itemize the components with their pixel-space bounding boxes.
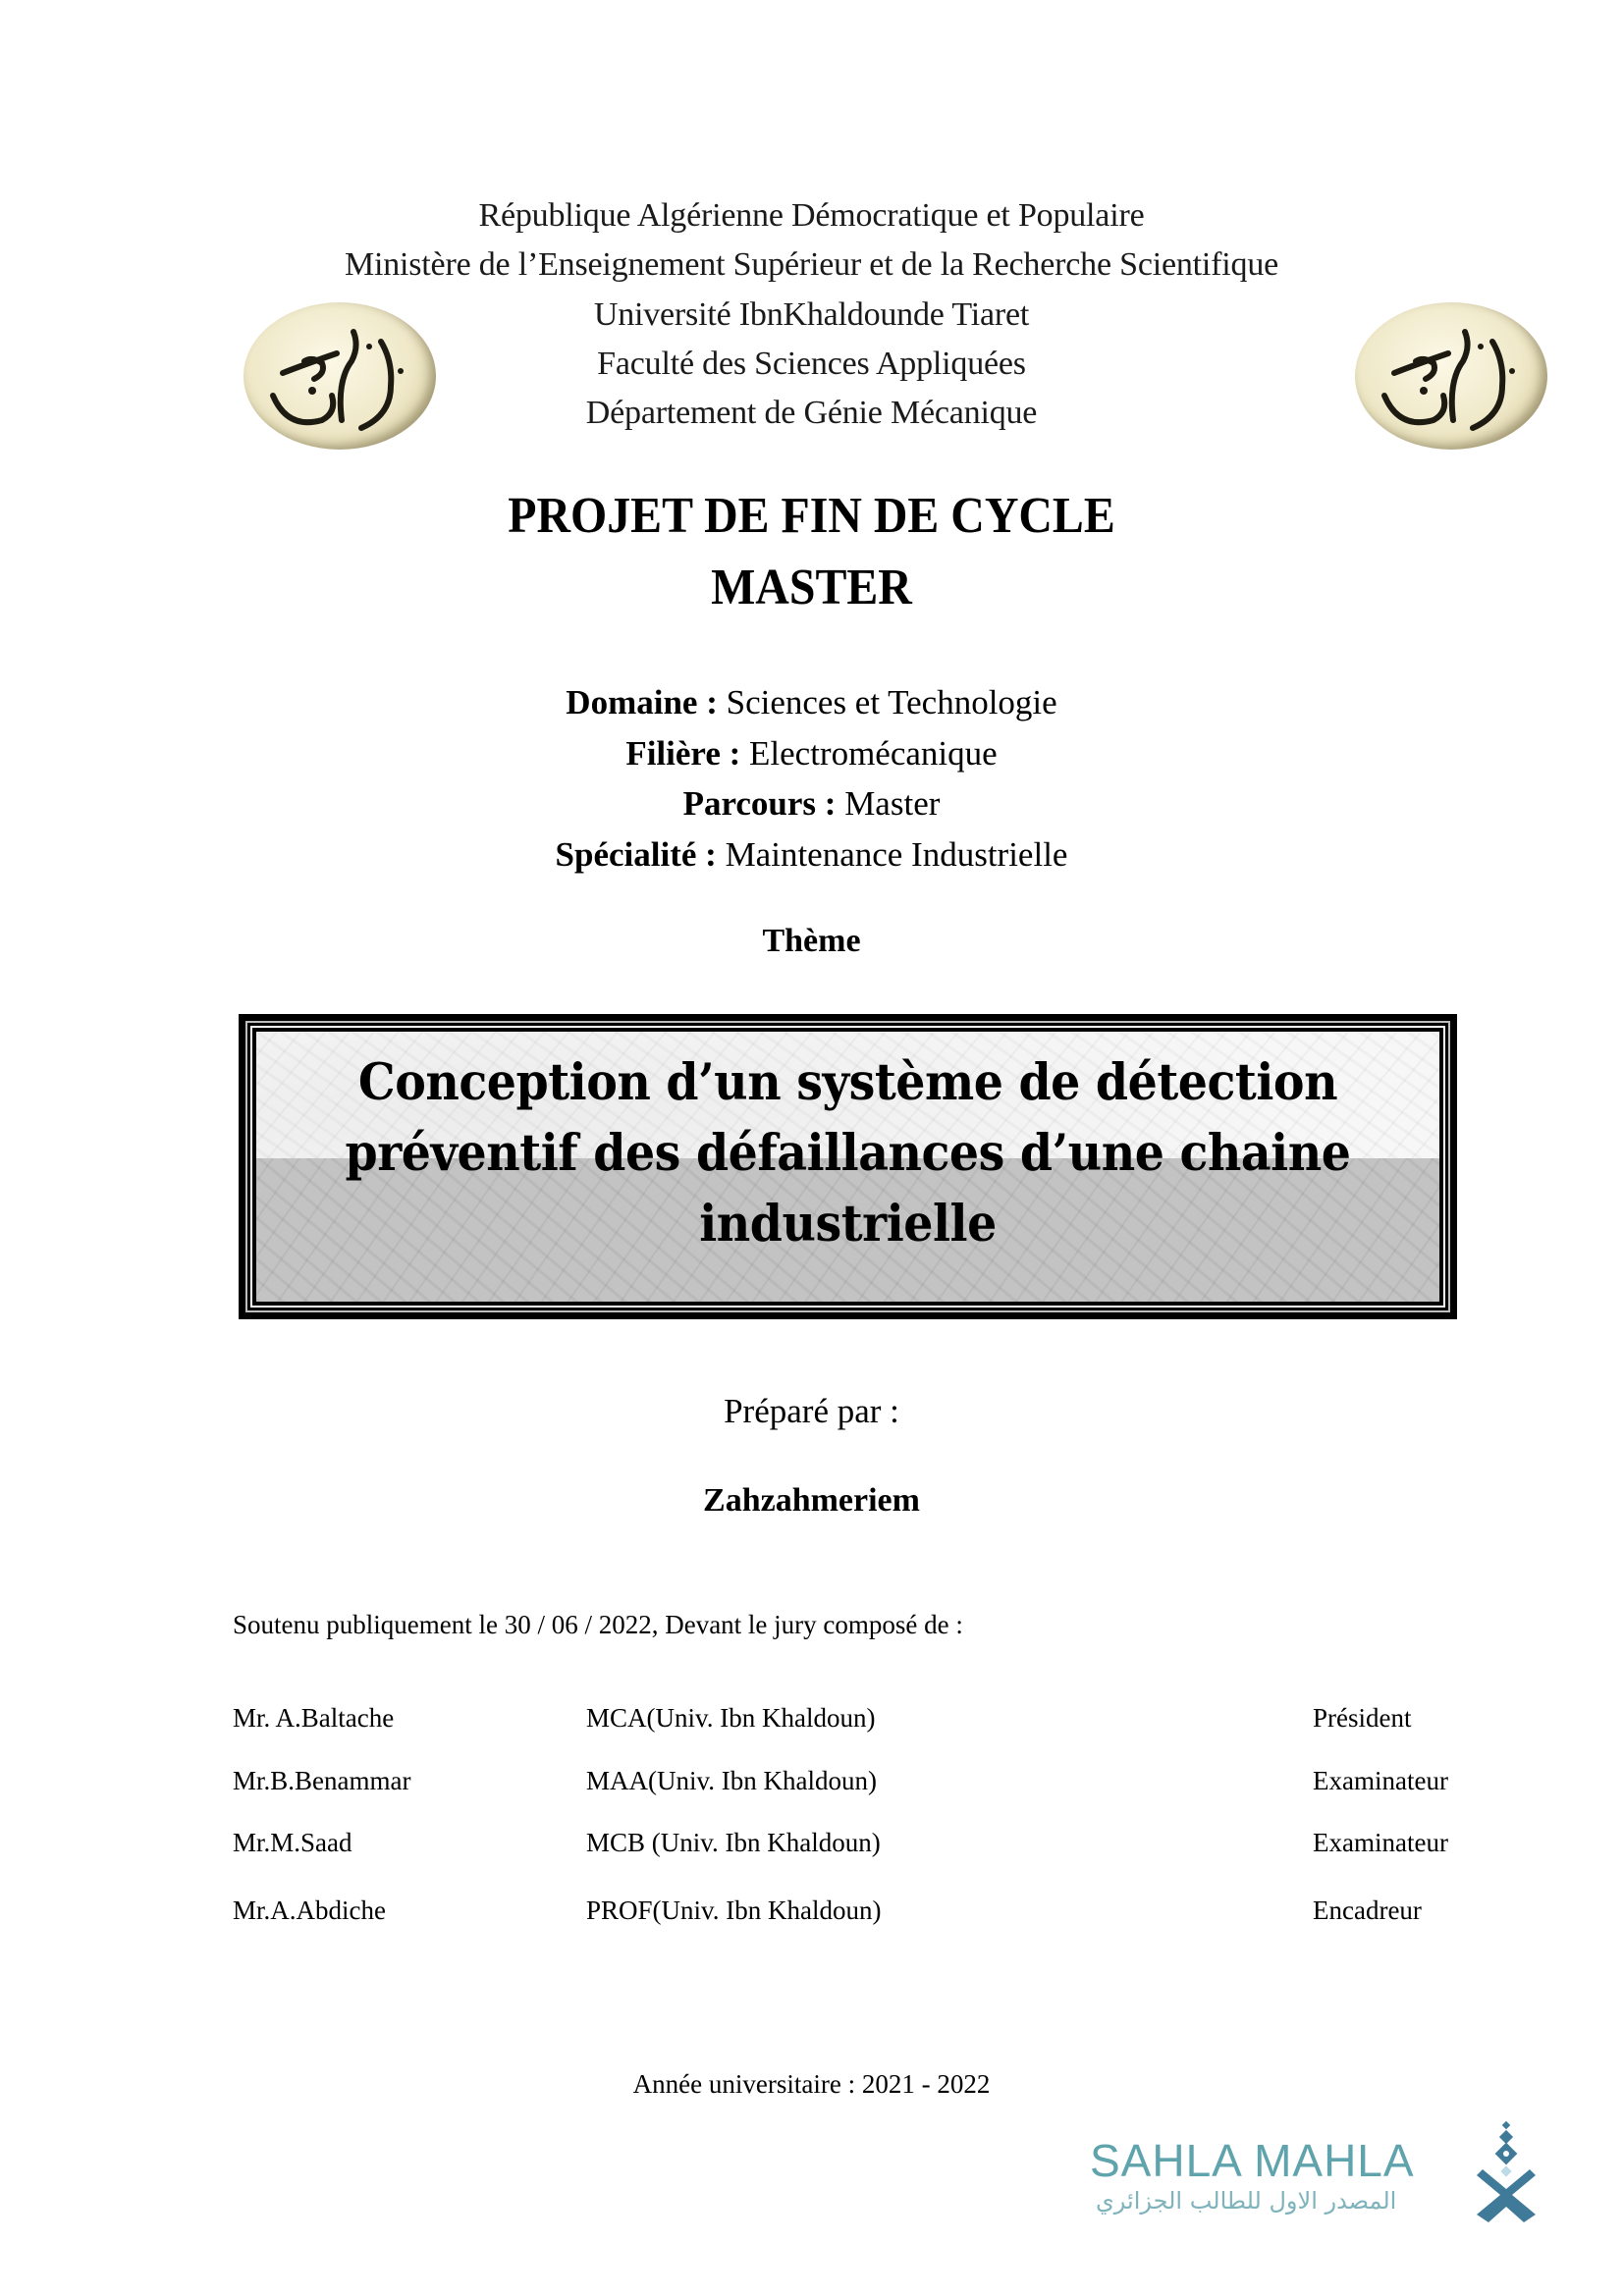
jury-grade: MAA(Univ. Ibn Khaldoun) xyxy=(586,1766,877,1795)
meta-label: Domaine : xyxy=(566,683,718,721)
header-republic: République Algérienne Démocratique et Populaire xyxy=(478,197,1145,234)
jury-role: Encadreur xyxy=(1313,1896,1422,1925)
meta-parcours xyxy=(0,778,1623,828)
theme-frame xyxy=(239,1014,1457,1319)
sahla-mahla-logo-icon xyxy=(1473,2120,1542,2228)
jury-role: Président xyxy=(1313,1703,1412,1733)
header-faculty: Faculté des Sciences Appliquées xyxy=(597,346,1026,382)
meta-domaine xyxy=(0,677,1623,727)
jury-role: Examinateur xyxy=(1313,1828,1448,1857)
meta-value: Master xyxy=(844,784,941,823)
sahla-mahla-watermark xyxy=(1090,2120,1551,2228)
prepared-by-label: Préparé par : xyxy=(724,1392,899,1430)
meta-label: Spécialité : xyxy=(555,835,717,874)
header-department: Département de Génie Mécanique xyxy=(585,395,1038,431)
meta-specialite xyxy=(0,829,1623,880)
marble-background xyxy=(256,1032,1439,1302)
jury-name: Mr. A.Baltache xyxy=(233,1703,395,1733)
watermark-brand: SAHLA MAHLA xyxy=(1090,2135,1415,2186)
meta-value: Sciences et Technologie xyxy=(726,683,1057,721)
meta-value: Maintenance Industrielle xyxy=(725,835,1068,874)
jury-name: Mr.B.Benammar xyxy=(233,1766,411,1795)
meta-label: Parcours : xyxy=(682,784,837,823)
jury-row xyxy=(0,1766,1623,1805)
academic-year: Année universitaire : 2021 - 2022 xyxy=(632,2069,991,2099)
theme-title: Conception d’un système de détection préventif des défaillances d’une chaine industrielle xyxy=(345,1053,1351,1254)
project-title-line2: MASTER xyxy=(711,560,912,615)
jury-name: Mr.A.Abdiche xyxy=(233,1896,386,1925)
watermark-tagline: المصدر الاول للطالب الجزائري xyxy=(1096,2187,1397,2215)
jury-row xyxy=(0,1703,1623,1742)
jury-role: Examinateur xyxy=(1313,1766,1448,1795)
meta-value: Electromécanique xyxy=(749,734,998,773)
header-university: Université IbnKhaldounde Tiaret xyxy=(593,296,1030,333)
project-title-line1: PROJET DE FIN DE CYCLE xyxy=(508,488,1115,544)
jury-row xyxy=(0,1896,1623,1935)
jury-grade: PROF(Univ. Ibn Khaldoun) xyxy=(586,1896,882,1925)
defense-statement: Soutenu publiquement le 30 / 06 / 2022, Devant le jury composé de : xyxy=(233,1610,963,1639)
jury-name: Mr.M.Saad xyxy=(233,1828,352,1857)
author-name: Zahzahmeriem xyxy=(703,1482,920,1519)
jury-grade: MCA(Univ. Ibn Khaldoun) xyxy=(586,1703,876,1733)
meta-filiere xyxy=(0,728,1623,778)
jury-grade: MCB (Univ. Ibn Khaldoun) xyxy=(586,1828,881,1857)
jury-row xyxy=(0,1828,1623,1867)
meta-label: Filière : xyxy=(625,734,741,773)
header-ministry: Ministère de l’Enseignement Supérieur et de la Recherche Scientifique xyxy=(344,246,1279,283)
theme-label: Thème xyxy=(762,923,861,959)
